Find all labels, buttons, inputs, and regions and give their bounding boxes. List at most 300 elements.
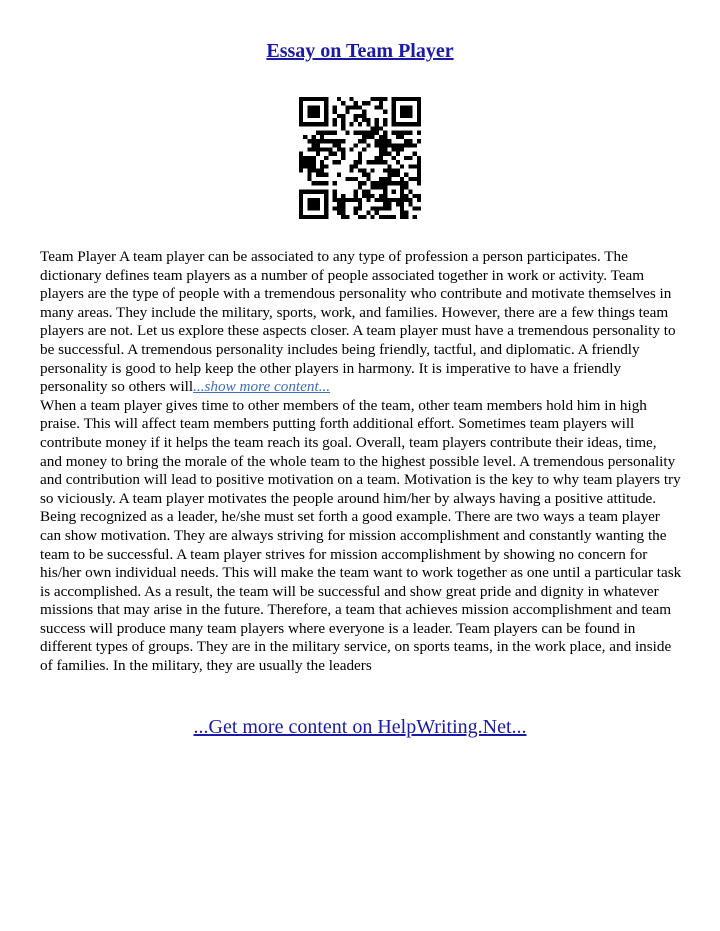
qr-module — [413, 143, 417, 147]
essay-paragraph-2: When a team player gives time to other members of the team, other team members hold him in high praise. This will affect team members putting forth additional effort. Sometimes team players will contribute money if it helps the team reach its goal. Overall, team players contribute their ideas, time, and money to bring the morale of the whole team to the highest possible level. A tremendous personality and contribution will lead to positive motivation on a team. Motivation is the key to why team players try so viciously. A team player motivates the people around him/her by always having a positive attitude. Being recognized as a leader, he/she must set forth a good example. There are two ways a team player can show motivation. They are always striving for mission accomplishment and constantly wanting the team to be successful. A team player strives for mission accomplishment by showing no concern for his/her own individual needs. This will make the team want to work together as one until a particular task is accomplished. As a result, the team will be successful and show great pride and dignity in whatever missions that may arise in the future. Therefore, a team that achieves mission accomplishment and team success will produce many team players where everyone is a leader. Team players can be found in different types of groups. They are in the military service, on sports teams, in the work place, and inside of families. In the military, they are usually the leaders — [40, 396, 682, 675]
qr-module — [408, 156, 412, 160]
qr-module — [358, 215, 362, 219]
qr-module — [299, 160, 303, 164]
qr-module — [307, 177, 311, 181]
qr-module — [341, 101, 345, 105]
qr-module — [324, 198, 328, 202]
qr-module — [307, 215, 311, 219]
qr-module — [417, 105, 421, 109]
qr-module — [396, 181, 400, 185]
qr-module — [413, 122, 417, 126]
qr-module — [375, 198, 379, 202]
qr-module — [333, 139, 337, 143]
qr-module — [366, 135, 370, 139]
qr-module — [404, 173, 408, 177]
qr-module — [387, 206, 391, 210]
qr-module — [417, 160, 421, 164]
qr-module — [375, 131, 379, 135]
qr-module — [299, 198, 303, 202]
qr-module — [408, 114, 412, 118]
qr-module — [341, 139, 345, 143]
page-title — [0, 40, 720, 63]
qr-module — [299, 101, 303, 105]
qr-module — [400, 215, 404, 219]
qr-module — [303, 135, 307, 139]
qr-module — [379, 198, 383, 202]
qr-module — [349, 122, 353, 126]
qr-module — [396, 169, 400, 173]
qr-module — [408, 202, 412, 206]
qr-module — [307, 122, 311, 126]
qr-module — [299, 156, 303, 160]
qr-module — [299, 110, 303, 114]
qr-module — [354, 190, 358, 194]
qr-module — [408, 198, 412, 202]
qr-module — [383, 147, 387, 151]
qr-module — [341, 211, 345, 215]
qr-module — [417, 122, 421, 126]
qr-module — [358, 198, 362, 202]
qr-module — [400, 135, 404, 139]
qr-module — [400, 198, 404, 202]
qr-module — [333, 190, 337, 194]
qr-module — [303, 164, 307, 168]
qr-module — [371, 169, 375, 173]
qr-module — [299, 118, 303, 122]
qr-module — [383, 198, 387, 202]
qr-module — [324, 114, 328, 118]
qr-module — [349, 164, 353, 168]
qr-module — [345, 131, 349, 135]
qr-module — [387, 152, 391, 156]
qr-module — [345, 110, 349, 114]
qr-module — [392, 122, 396, 126]
qr-module — [307, 139, 311, 143]
qr-module — [392, 97, 396, 101]
qr-module — [400, 177, 404, 181]
qr-module — [345, 198, 349, 202]
qr-module — [408, 105, 412, 109]
qr-module — [324, 211, 328, 215]
qr-module — [383, 202, 387, 206]
qr-module — [392, 169, 396, 173]
qr-module — [349, 169, 353, 173]
qr-module — [417, 169, 421, 173]
qr-module — [358, 206, 362, 210]
qr-module — [375, 211, 379, 215]
qr-module — [387, 181, 391, 185]
qr-module — [324, 194, 328, 198]
qr-module — [404, 139, 408, 143]
qr-module — [371, 126, 375, 130]
qr-module — [392, 143, 396, 147]
qr-module — [383, 185, 387, 189]
qr-module — [404, 131, 408, 135]
qr-module — [316, 97, 320, 101]
qr-module — [312, 139, 316, 143]
qr-module — [417, 206, 421, 210]
qr-module — [375, 160, 379, 164]
qr-module — [396, 143, 400, 147]
qr-module — [383, 215, 387, 219]
qr-module — [362, 169, 366, 173]
qr-module — [383, 194, 387, 198]
qr-module — [408, 122, 412, 126]
qr-module — [379, 143, 383, 147]
qr-module — [333, 110, 337, 114]
qr-module — [358, 160, 362, 164]
qr-module — [324, 139, 328, 143]
qr-module — [333, 105, 337, 109]
qr-module — [316, 215, 320, 219]
qr-module — [349, 198, 353, 202]
show-more-link[interactable]: ...show more content... — [193, 378, 331, 396]
footer — [0, 716, 720, 739]
qr-module — [324, 97, 328, 101]
qr-module — [312, 202, 316, 206]
qr-module — [375, 97, 379, 101]
qr-module — [362, 194, 366, 198]
qr-module — [387, 169, 391, 173]
qr-module — [387, 164, 391, 168]
qr-module — [379, 194, 383, 198]
qr-code-icon — [299, 97, 421, 219]
qr-module — [417, 101, 421, 105]
qr-module — [358, 156, 362, 160]
qr-module — [316, 139, 320, 143]
qr-module — [320, 169, 324, 173]
qr-module — [341, 194, 345, 198]
qr-module — [345, 215, 349, 219]
qr-module — [400, 194, 404, 198]
qr-module — [413, 215, 417, 219]
qr-module — [307, 198, 311, 202]
qr-module — [354, 118, 358, 122]
qr-module — [349, 105, 353, 109]
qr-module — [366, 190, 370, 194]
qr-module — [324, 164, 328, 168]
qr-module — [358, 131, 362, 135]
qr-module — [312, 156, 316, 160]
qr-module — [371, 215, 375, 219]
qr-module — [387, 143, 391, 147]
qr-module — [320, 147, 324, 151]
qr-module — [341, 126, 345, 130]
qr-module — [379, 156, 383, 160]
qr-module — [387, 198, 391, 202]
qr-module — [358, 202, 362, 206]
qr-module — [299, 122, 303, 126]
qr-module — [337, 114, 341, 118]
qr-module — [333, 198, 337, 202]
qr-module — [345, 177, 349, 181]
qr-module — [417, 177, 421, 181]
qr-module — [383, 139, 387, 143]
qr-module — [316, 114, 320, 118]
qr-module — [375, 122, 379, 126]
qr-module — [387, 202, 391, 206]
qr-module — [371, 135, 375, 139]
qr-module — [387, 177, 391, 181]
qr-module — [320, 181, 324, 185]
qr-module — [400, 143, 404, 147]
qr-module — [400, 97, 404, 101]
qr-module — [396, 152, 400, 156]
qr-module — [341, 122, 345, 126]
qr-module — [358, 114, 362, 118]
qr-module — [387, 173, 391, 177]
qr-module — [404, 114, 408, 118]
get-more-content-link[interactable]: ...Get more content on HelpWriting.Net... — [193, 716, 527, 738]
qr-module — [408, 190, 412, 194]
qr-module — [358, 185, 362, 189]
qr-module — [417, 139, 421, 143]
qr-module — [417, 97, 421, 101]
qr-module — [307, 114, 311, 118]
qr-module — [320, 173, 324, 177]
qr-module — [400, 181, 404, 185]
qr-module — [392, 190, 396, 194]
qr-module — [375, 105, 379, 109]
qr-module — [316, 131, 320, 135]
paragraph-1-text: Team Player A team player can be associated to any type of profession a person participates. The dictionary defines team players as a number of people associated together in work or activity. Team players are the type of people with a tremendous personality who contribute and motivate themselves in many areas. They include the military, sports, work, and families. However, there are a few things team players are not. Let us explore these aspects closer. A team player must have a tremendous personality to be successful. A tremendous personality includes being friendly, tactful, and diplomatic. A friendly personality is good to help keep the other players in harmony. It is imperative to have a friendly personality so others will — [40, 248, 676, 396]
qr-module — [299, 105, 303, 109]
qr-module — [312, 114, 316, 118]
qr-module — [320, 164, 324, 168]
qr-module — [299, 194, 303, 198]
qr-module — [337, 198, 341, 202]
qr-module — [396, 122, 400, 126]
qr-module — [362, 147, 366, 151]
qr-module — [408, 139, 412, 143]
qr-module — [299, 152, 303, 156]
qr-module — [400, 164, 404, 168]
qr-module — [316, 169, 320, 173]
qr-module — [333, 152, 337, 156]
qr-module — [392, 101, 396, 105]
qr-module — [307, 110, 311, 114]
qr-module — [303, 122, 307, 126]
qr-module — [333, 206, 337, 210]
qr-module — [392, 118, 396, 122]
qr-module — [362, 118, 366, 122]
qr-module — [413, 152, 417, 156]
qr-module — [404, 211, 408, 215]
qr-module — [316, 122, 320, 126]
qr-module — [400, 202, 404, 206]
qr-module — [316, 206, 320, 210]
qr-module — [366, 194, 370, 198]
qr-module — [337, 143, 341, 147]
qr-module — [404, 156, 408, 160]
qr-module — [312, 105, 316, 109]
qr-module — [387, 139, 391, 143]
qr-module — [358, 139, 362, 143]
qr-module — [400, 185, 404, 189]
qr-module — [341, 206, 345, 210]
qr-module — [366, 122, 370, 126]
qr-module — [299, 215, 303, 219]
qr-module — [312, 169, 316, 173]
qr-module — [379, 135, 383, 139]
qr-module — [354, 198, 358, 202]
qr-module — [417, 198, 421, 202]
qr-module — [333, 122, 337, 126]
qr-module — [417, 118, 421, 122]
qr-module — [366, 118, 370, 122]
qr-module — [366, 211, 370, 215]
qr-module — [341, 156, 345, 160]
qr-module — [333, 131, 337, 135]
qr-module — [341, 118, 345, 122]
qr-module — [404, 143, 408, 147]
qr-module — [345, 105, 349, 109]
qr-module — [341, 202, 345, 206]
qr-module — [383, 160, 387, 164]
qr-module — [387, 215, 391, 219]
qr-module — [312, 164, 316, 168]
qr-module — [371, 97, 375, 101]
qr-module — [379, 215, 383, 219]
qr-module — [375, 143, 379, 147]
qr-module — [354, 206, 358, 210]
qr-module — [392, 198, 396, 202]
qr-module — [316, 190, 320, 194]
qr-module — [312, 181, 316, 185]
qr-module — [379, 152, 383, 156]
qr-module — [299, 190, 303, 194]
qr-module — [324, 181, 328, 185]
qr-module — [375, 206, 379, 210]
qr-module — [379, 101, 383, 105]
qr-module — [341, 215, 345, 219]
qr-module — [383, 169, 387, 173]
qr-module — [324, 122, 328, 126]
qr-module — [404, 181, 408, 185]
qr-module — [413, 177, 417, 181]
qr-module — [320, 97, 324, 101]
qr-module — [341, 114, 345, 118]
qr-module — [404, 105, 408, 109]
qr-module — [400, 122, 404, 126]
qr-module — [417, 131, 421, 135]
qr-module — [341, 198, 345, 202]
qr-module — [337, 211, 341, 215]
essay-body — [40, 248, 682, 676]
qr-module — [354, 164, 358, 168]
qr-module — [383, 131, 387, 135]
qr-module — [379, 206, 383, 210]
qr-module — [392, 114, 396, 118]
qr-module — [312, 160, 316, 164]
qr-module — [312, 215, 316, 219]
qr-module — [362, 181, 366, 185]
qr-module — [383, 97, 387, 101]
qr-module — [312, 135, 316, 139]
qr-module — [341, 147, 345, 151]
qr-module — [337, 206, 341, 210]
qr-module — [320, 160, 324, 164]
qr-module — [320, 131, 324, 135]
qr-module — [303, 215, 307, 219]
qr-module — [392, 215, 396, 219]
qr-module — [307, 190, 311, 194]
qr-module — [371, 160, 375, 164]
qr-module — [312, 143, 316, 147]
qr-module — [396, 131, 400, 135]
qr-module — [408, 110, 412, 114]
qr-module — [358, 181, 362, 185]
qr-module — [408, 131, 412, 135]
qr-module — [379, 185, 383, 189]
qr-module — [371, 206, 375, 210]
qr-module — [383, 118, 387, 122]
qr-module — [383, 190, 387, 194]
qr-module — [303, 156, 307, 160]
qr-module — [299, 211, 303, 215]
qr-module — [375, 118, 379, 122]
qr-module — [341, 152, 345, 156]
qr-module — [375, 126, 379, 130]
qr-module — [307, 164, 311, 168]
qr-module — [333, 194, 337, 198]
qr-module — [316, 105, 320, 109]
qr-module — [307, 202, 311, 206]
qr-module — [396, 97, 400, 101]
qr-module — [371, 194, 375, 198]
qr-module — [400, 110, 404, 114]
qr-module — [371, 131, 375, 135]
qr-module — [408, 143, 412, 147]
qr-module — [358, 152, 362, 156]
qr-module — [383, 152, 387, 156]
qr-module — [362, 173, 366, 177]
qr-module — [362, 215, 366, 219]
qr-module — [379, 139, 383, 143]
qr-module — [316, 202, 320, 206]
qr-module — [328, 152, 332, 156]
qr-module — [366, 131, 370, 135]
qr-module — [366, 143, 370, 147]
qr-module — [379, 147, 383, 151]
qr-module — [383, 181, 387, 185]
qr-module — [417, 114, 421, 118]
qr-module — [392, 105, 396, 109]
qr-module — [312, 147, 316, 151]
qr-module — [324, 118, 328, 122]
qr-module — [375, 185, 379, 189]
qr-module — [392, 156, 396, 160]
qr-module — [299, 169, 303, 173]
qr-module — [312, 206, 316, 210]
qr-module — [324, 105, 328, 109]
qr-module — [324, 202, 328, 206]
qr-module — [404, 110, 408, 114]
qr-module — [404, 97, 408, 101]
qr-module — [392, 131, 396, 135]
qr-module — [324, 131, 328, 135]
qr-module — [392, 147, 396, 151]
qr-module — [400, 206, 404, 210]
qr-module — [316, 181, 320, 185]
qr-module — [366, 173, 370, 177]
qr-module — [320, 139, 324, 143]
qr-module — [307, 156, 311, 160]
qr-module — [413, 97, 417, 101]
qr-module — [316, 198, 320, 202]
title-link[interactable]: Essay on Team Player — [266, 40, 454, 62]
qr-module — [366, 198, 370, 202]
